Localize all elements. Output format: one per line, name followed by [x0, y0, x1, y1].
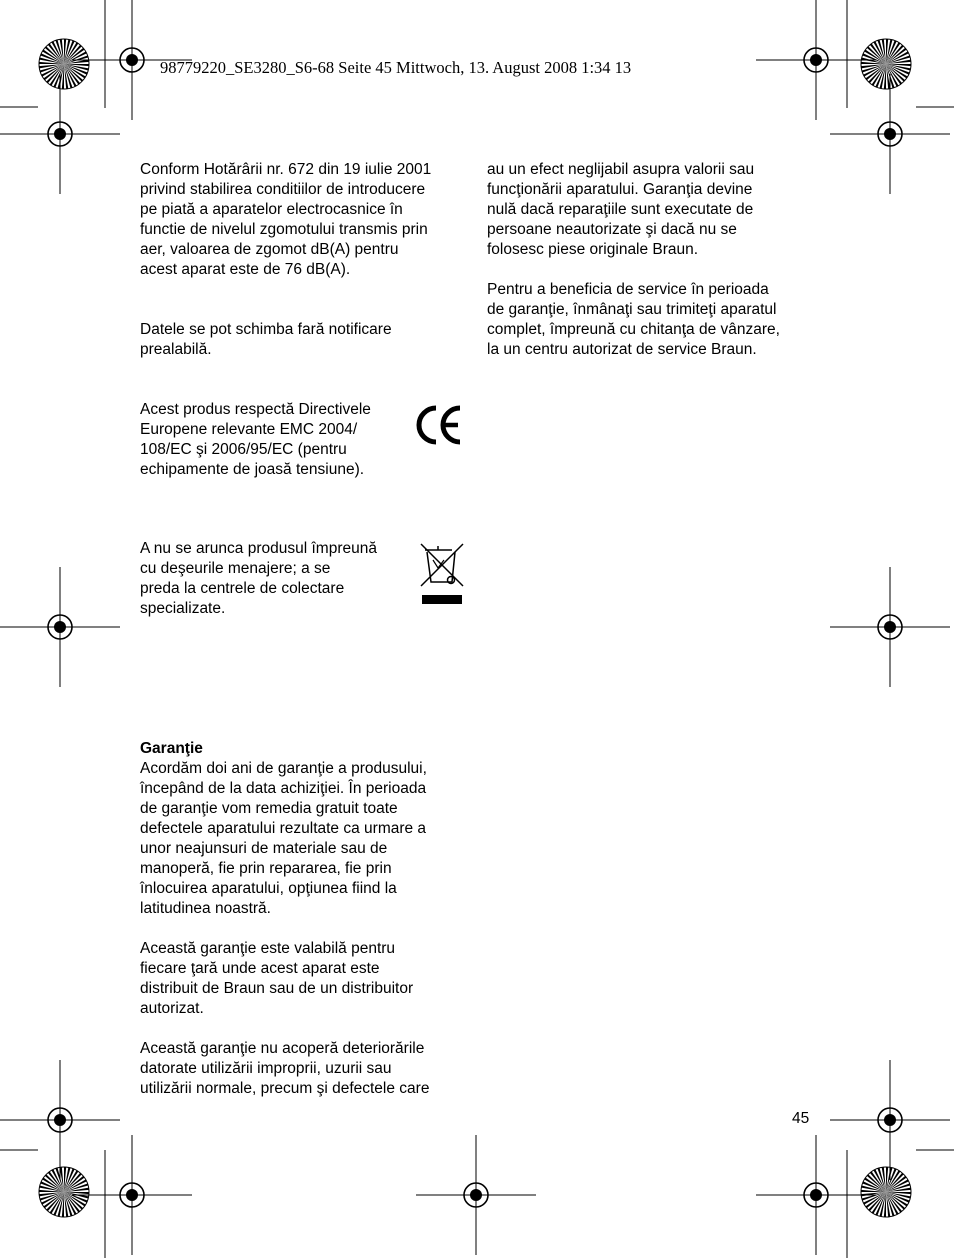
- text-line: cu deşeurile menajere; a se: [140, 560, 331, 577]
- text-line: latitudinea noastră.: [140, 900, 271, 917]
- text-line: înlocuirea aparatului, opţiunea fiind la: [140, 880, 397, 897]
- warranty-section: [140, 739, 470, 1099]
- text-line: persoane neautorizate şi dacă nu se: [487, 221, 737, 238]
- text-line: 108/EC şi 2006/95/EC (pentru: [140, 441, 347, 458]
- text-line: functie de nivelul zgomotului transmis prin: [140, 221, 428, 238]
- text-line: fiecare ţară unde acest aparat este: [140, 960, 380, 977]
- text-line: defectele aparatului rezultate ca urmare a: [140, 820, 427, 837]
- text-line: Datele se pot schimba fară notificare: [140, 321, 392, 338]
- print-slug: 98779220_SE3280_S6-68 Seite 45 Mittwoch, 13. August 2008 1:34 13: [160, 58, 632, 77]
- warranty-continued: [487, 160, 817, 360]
- text-line: distribuit de Braun sau de un distribuitor: [140, 980, 414, 997]
- crossed-out-wheelie-bin-icon: [418, 542, 466, 608]
- page-number: 45: [792, 1110, 810, 1127]
- text-line: pe piată a aparatelor electrocasnice în: [140, 201, 403, 218]
- text-line: unor neajunsuri de materiale sau de: [140, 840, 388, 857]
- text-line: Europene relevante EMC 2004/: [140, 421, 358, 438]
- warranty-heading: Garanţie: [140, 740, 203, 757]
- text-line: autorizat.: [140, 1000, 204, 1017]
- text-line: aer, valoarea de zgomot dB(A) pentru: [140, 241, 399, 258]
- text-line: Acest produs respectă Directivele: [140, 401, 371, 418]
- text-line: datorate utilizării improprii, uzurii sau: [140, 1060, 392, 1077]
- change-notice: [140, 320, 470, 360]
- text-line: utilizării normale, precum şi defectele care: [140, 1080, 430, 1097]
- text-line: manoperă, fie prin repararea, fie prin: [140, 860, 392, 877]
- ce-notice: [140, 400, 410, 480]
- text-line: complet, împreună cu chitanţa de vânzare,: [487, 321, 780, 338]
- text-line: prealabilă.: [140, 341, 212, 358]
- ce-mark-icon: [416, 404, 464, 446]
- text-line: Acordăm doi ani de garanţie a produsului,: [140, 760, 427, 777]
- text-line: preda la centrele de colectare: [140, 580, 345, 597]
- text-line: echipamente de joasă tensiune).: [140, 461, 365, 478]
- noise-notice: [140, 160, 470, 280]
- text-line: Pentru a beneficia de service în perioada: [487, 281, 769, 298]
- text-line: de garanţie, înmânaţi sau trimiteţi aparatul: [487, 301, 777, 318]
- text-line: Această garanţie este valabilă pentru: [140, 940, 396, 957]
- text-line: la un centru autorizat de service Braun.: [487, 341, 757, 358]
- disposal-notice: [140, 539, 415, 619]
- text-line: nulă dacă reparaţiile sunt executate de: [487, 201, 754, 218]
- text-line: începând de la data achiziţiei. În perioada: [140, 780, 427, 797]
- text-line: Această garanţie nu acoperă deteriorările: [140, 1040, 425, 1057]
- text-line: de garanţie vom remedia gratuit toate: [140, 800, 398, 817]
- text-line: funcţionării aparatului. Garanţia devine: [487, 181, 753, 198]
- text-line: Conform Hotărârii nr. 672 din 19 iulie 2001: [140, 161, 432, 178]
- text-line: specializate.: [140, 600, 226, 617]
- text-line: privind stabilirea conditiilor de introducere: [140, 181, 426, 198]
- text-line: au un efect neglijabil asupra valorii sau: [487, 161, 755, 178]
- text-line: acest aparat este de 76 dB(A).: [140, 261, 351, 278]
- text-line: folosesc piese originale Braun.: [487, 241, 699, 258]
- text-line: A nu se arunca produsul împreună: [140, 540, 377, 557]
